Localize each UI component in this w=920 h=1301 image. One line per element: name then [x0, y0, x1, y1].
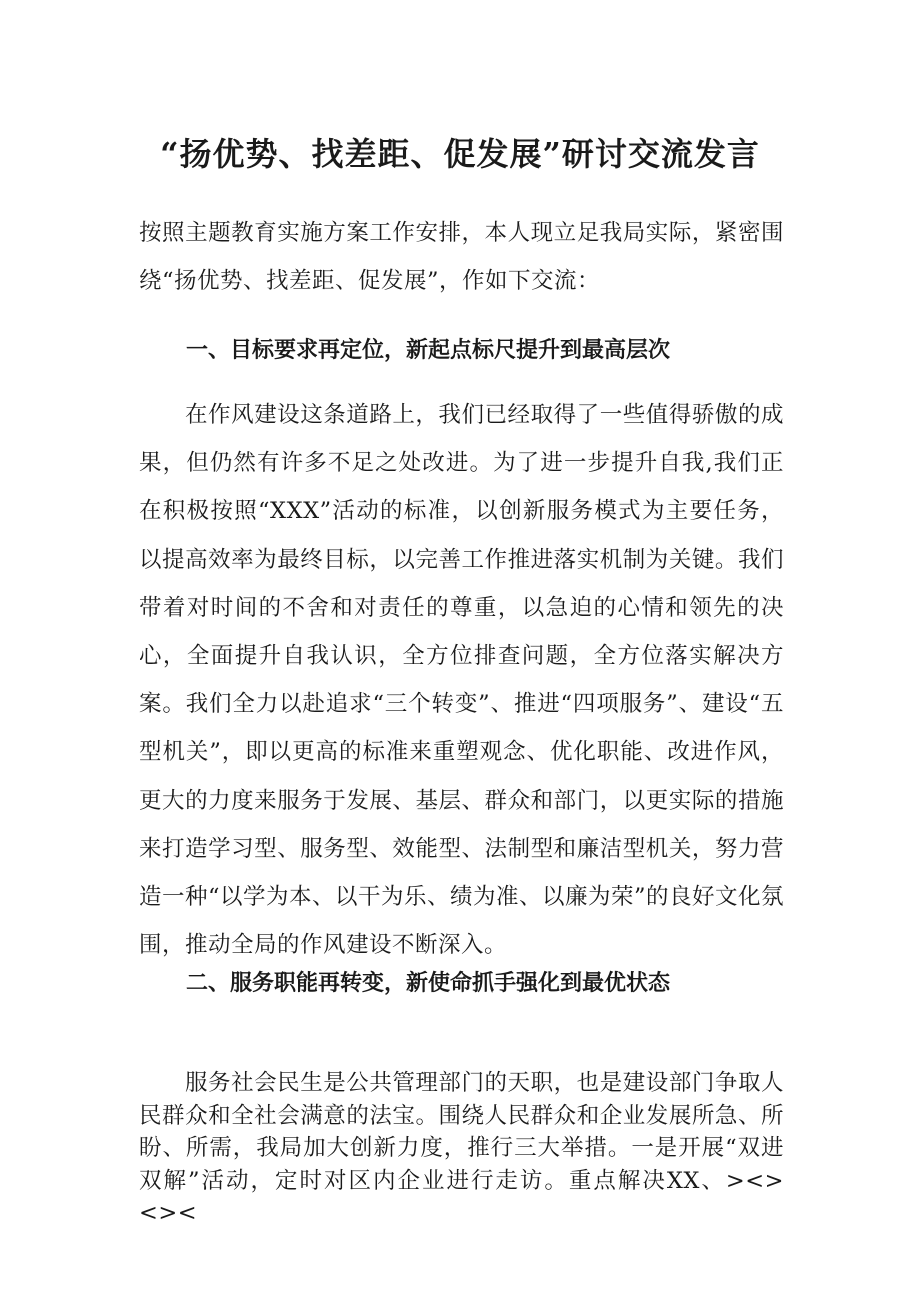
section-paragraph-1: 在作风建设这条道路上，我们已经取得了一些值得骄傲的成果，但仍然有许多不足之处改进。为了进一步提升自我,我们正在积极按照“XXX”活动的标准，以创新服务模式为主要任务，以提高效率为最终目标，以完善工作推进落实机制为关键。我们带着对时间的不舍和对责任的尊重，以急迫的心情和领先的决心，全面提升自我认识，全方位排查问题，全方位落实解决方案。我们全力以赴追求“三个转变”、推进“四项服务”、建设“五型机关”，即以更高的标准来重塑观念、优化职能、改进作风，更大的力度来服务于发展、基层、群众和部门，以更实际的措施来打造学习型、服务型、效能型、法制型和廉洁型机关，努力营造一种“以学为本、以干为乐、绩为准、以廉为荣”的良好文化氛围，推动全局的作风建设不断深入。: [139, 402, 785, 959]
intro-paragraph: 按照主题教育实施方案工作安排，本人现立足我局实际，紧密围绕“扬优势、找差距、促发展”，作如下交流：: [139, 220, 784, 294]
section-heading-2: 二、服务职能再转变，新使命抓手强化到最优状态: [186, 971, 671, 996]
section-heading-1: 一、目标要求再定位，新起点标尺提升到最高层次: [186, 338, 671, 363]
document-title: “扬优势、找差距、促发展”研讨交流发言: [160, 135, 760, 174]
section-paragraph-2: 服务社会民生是公共管理部门的天职，也是建设部门争取人民群众和全社会满意的法宝。围绕人民群众和企业发展所急、所盼、所需，我局加大创新力度，推行三大举措。一是开展“双进双解”活动，定时对区内企业进行走访。重点解决XX、><><><: [139, 1070, 784, 1226]
